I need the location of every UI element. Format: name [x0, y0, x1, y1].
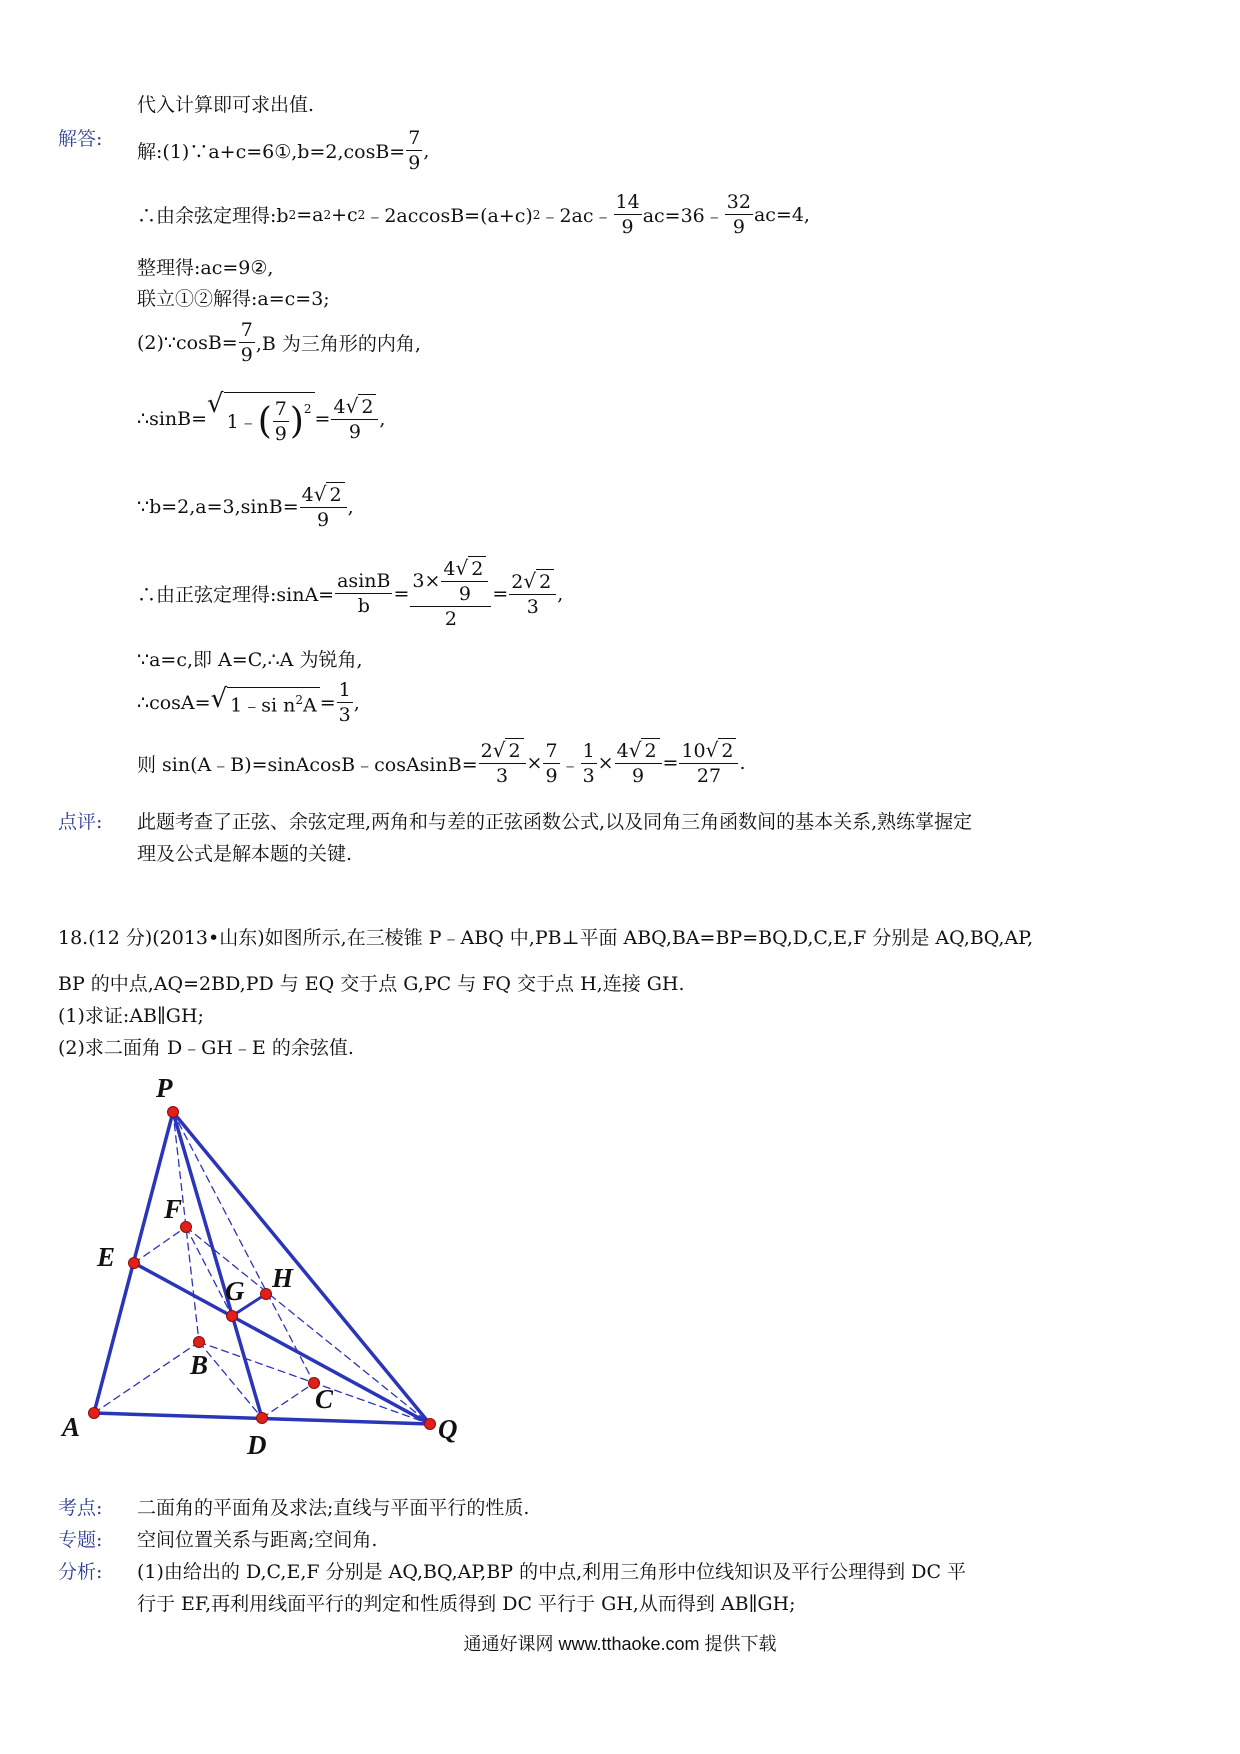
label-C: C [315, 1384, 334, 1414]
edge-PQ [173, 1112, 430, 1424]
compound-fraction: 3× 4 √ 2 9 2 [410, 556, 491, 631]
comment-line-2: 理及公式是解本题的关键. [137, 843, 353, 865]
solution-line-6: ∴sinB= √ 1﹣ ( $\frac{7}{9}$ ) $^2$ = 4 √ 2 9 , [137, 389, 386, 445]
point-A [89, 1408, 100, 1419]
point-D [257, 1413, 268, 1424]
solution-line-8: ∴由正弦定理得:sinA= $\frac{asinB}{b}$ = 3× 4 √ 2 9 2 = 2 √ 2 3 , [137, 556, 564, 630]
zhuanti-text: 空间位置关系与距离;空间角. [137, 1529, 378, 1551]
edge-FQ [186, 1227, 430, 1424]
solution-line-9: ∵a=c,即 A=C,∴A 为锐角, [137, 649, 363, 671]
fraction: $\frac{7}{9}$ [240, 319, 253, 366]
fraction: $\frac{1}{3}$ [582, 739, 595, 787]
label-D: D [247, 1430, 267, 1460]
solution-line-11: 则 sin(A﹣B)=sinAcosB﹣cosAsinB= 2 √ 2 3 × $\frac{7}{9}$ ﹣ $\frac{1}{3}$ × 4 √ 2 9 = 10 √ 2 27 . [137, 738, 746, 787]
fraction: 4 √ 2 9 [331, 394, 378, 444]
fenxi-line-1: (1)由给出的 D,C,E,F 分别是 AQ,BQ,AP,BP 的中点,利用三角形中位线知识及平行公理得到 DC 平 [137, 1561, 967, 1583]
label-Q: Q [438, 1414, 458, 1444]
comment-line-1: 此题考查了正弦、余弦定理,两角和与差的正弦函数公式,以及同角三角函数间的基本关系,熟练掌握定 [137, 811, 973, 833]
point-F [181, 1222, 192, 1233]
fraction: $\frac{1}{3}$ [338, 679, 351, 726]
fraction: 2 √ 2 3 [509, 569, 556, 619]
problem-18-line-1: 18.(12 分)(2013•山东)如图所示,在三棱锥 P﹣ABQ 中,PB⊥平面 ABQ,BA=BP=BQ,D,C,E,F 分别是 AQ,BQ,AP, [58, 927, 1034, 949]
label-A: A [62, 1412, 81, 1442]
solution-line-4: 联立①②解得:a=c=3; [137, 288, 330, 310]
solution-line-3: 整理得:ac=9②, [137, 257, 274, 279]
point-G [227, 1311, 238, 1322]
point-E [129, 1258, 140, 1269]
problem-18-line-2: BP 的中点,AQ=2BD,PD 与 EQ 交于点 G,PC 与 FQ 交于点 H,连接 GH. [58, 973, 685, 995]
edge-DC [262, 1383, 314, 1418]
point-P [168, 1107, 179, 1118]
label-H: H [272, 1263, 294, 1293]
fraction: $\frac{14}{9}$ [615, 191, 640, 238]
solution-line-5: (2)∵cosB= $\frac{7}{9}$ ,B 为三角形的内角, [137, 319, 421, 366]
answer-tag: 解答: [58, 128, 103, 150]
solution-line-2: ∴由余弦定理得:b 2 =a 2 +c 2 ﹣2accosB=(a+c) 2 ﹣2ac﹣ $\frac{14}{9}$ ac=36﹣ $\frac{32}{9}$ ac=4, [137, 191, 810, 238]
problem-18-part-1: (1)求证:AB∥GH; [58, 1005, 204, 1027]
square-root: √ 1﹣si $n^2A$ [211, 687, 320, 717]
fraction: 2 √ 2 3 [479, 738, 526, 788]
edge-PD [173, 1112, 262, 1418]
fraction: $\frac{7}{9}$ [408, 127, 421, 174]
label-E: E [97, 1242, 116, 1272]
label-F: F [164, 1194, 183, 1224]
comment-tag: 点评: [58, 811, 103, 833]
point-Q [425, 1419, 436, 1430]
square-root: √ 1﹣ ( $\frac{7}{9}$ ) $^2$ [207, 392, 315, 446]
label-P: P [156, 1073, 173, 1103]
fenxi-tag: 分析: [58, 1561, 103, 1583]
kaodian-tag: 考点: [58, 1497, 103, 1519]
fraction: $\frac{32}{9}$ [726, 191, 751, 238]
fraction: $\frac{7}{9}$ [545, 739, 558, 787]
fraction: $\frac{asinB}{b}$ [337, 570, 391, 617]
kaodian-text: 二面角的平面角及求法;直线与平面平行的性质. [137, 1497, 530, 1519]
fraction: 4 √ 2 9 [300, 482, 347, 532]
intro-text: 代入计算即可求出值. [137, 94, 315, 116]
problem-18-part-2: (2)求二面角 D﹣GH﹣E 的余弦值. [58, 1037, 354, 1059]
point-B [194, 1337, 205, 1348]
solution-line-7: ∵b=2,a=3,sinB= 4 √ 2 9 , [137, 482, 354, 531]
point-H [261, 1289, 272, 1300]
label-G: G [225, 1276, 245, 1306]
solution-line-1: 解:(1)∵a+c=6①,b=2,cosB= $\frac{7}{9}$ , [137, 127, 430, 174]
fraction: 10 √ 2 27 [679, 738, 738, 788]
label-B: B [190, 1350, 209, 1380]
page-footer: 通通好课网 www.tthaoke.com 提供下载 [463, 1634, 777, 1654]
solution-line-10: ∴cosA= √ 1﹣si $n^2A$ = $\frac{1}{3}$ , [137, 679, 360, 726]
fenxi-line-2: 行于 EF,再利用线面平行的判定和性质得到 DC 平行于 GH,从而得到 AB∥GH; [137, 1593, 796, 1615]
zhuanti-tag: 专题: [58, 1529, 103, 1551]
fraction: 4 √ 2 9 [615, 738, 662, 788]
